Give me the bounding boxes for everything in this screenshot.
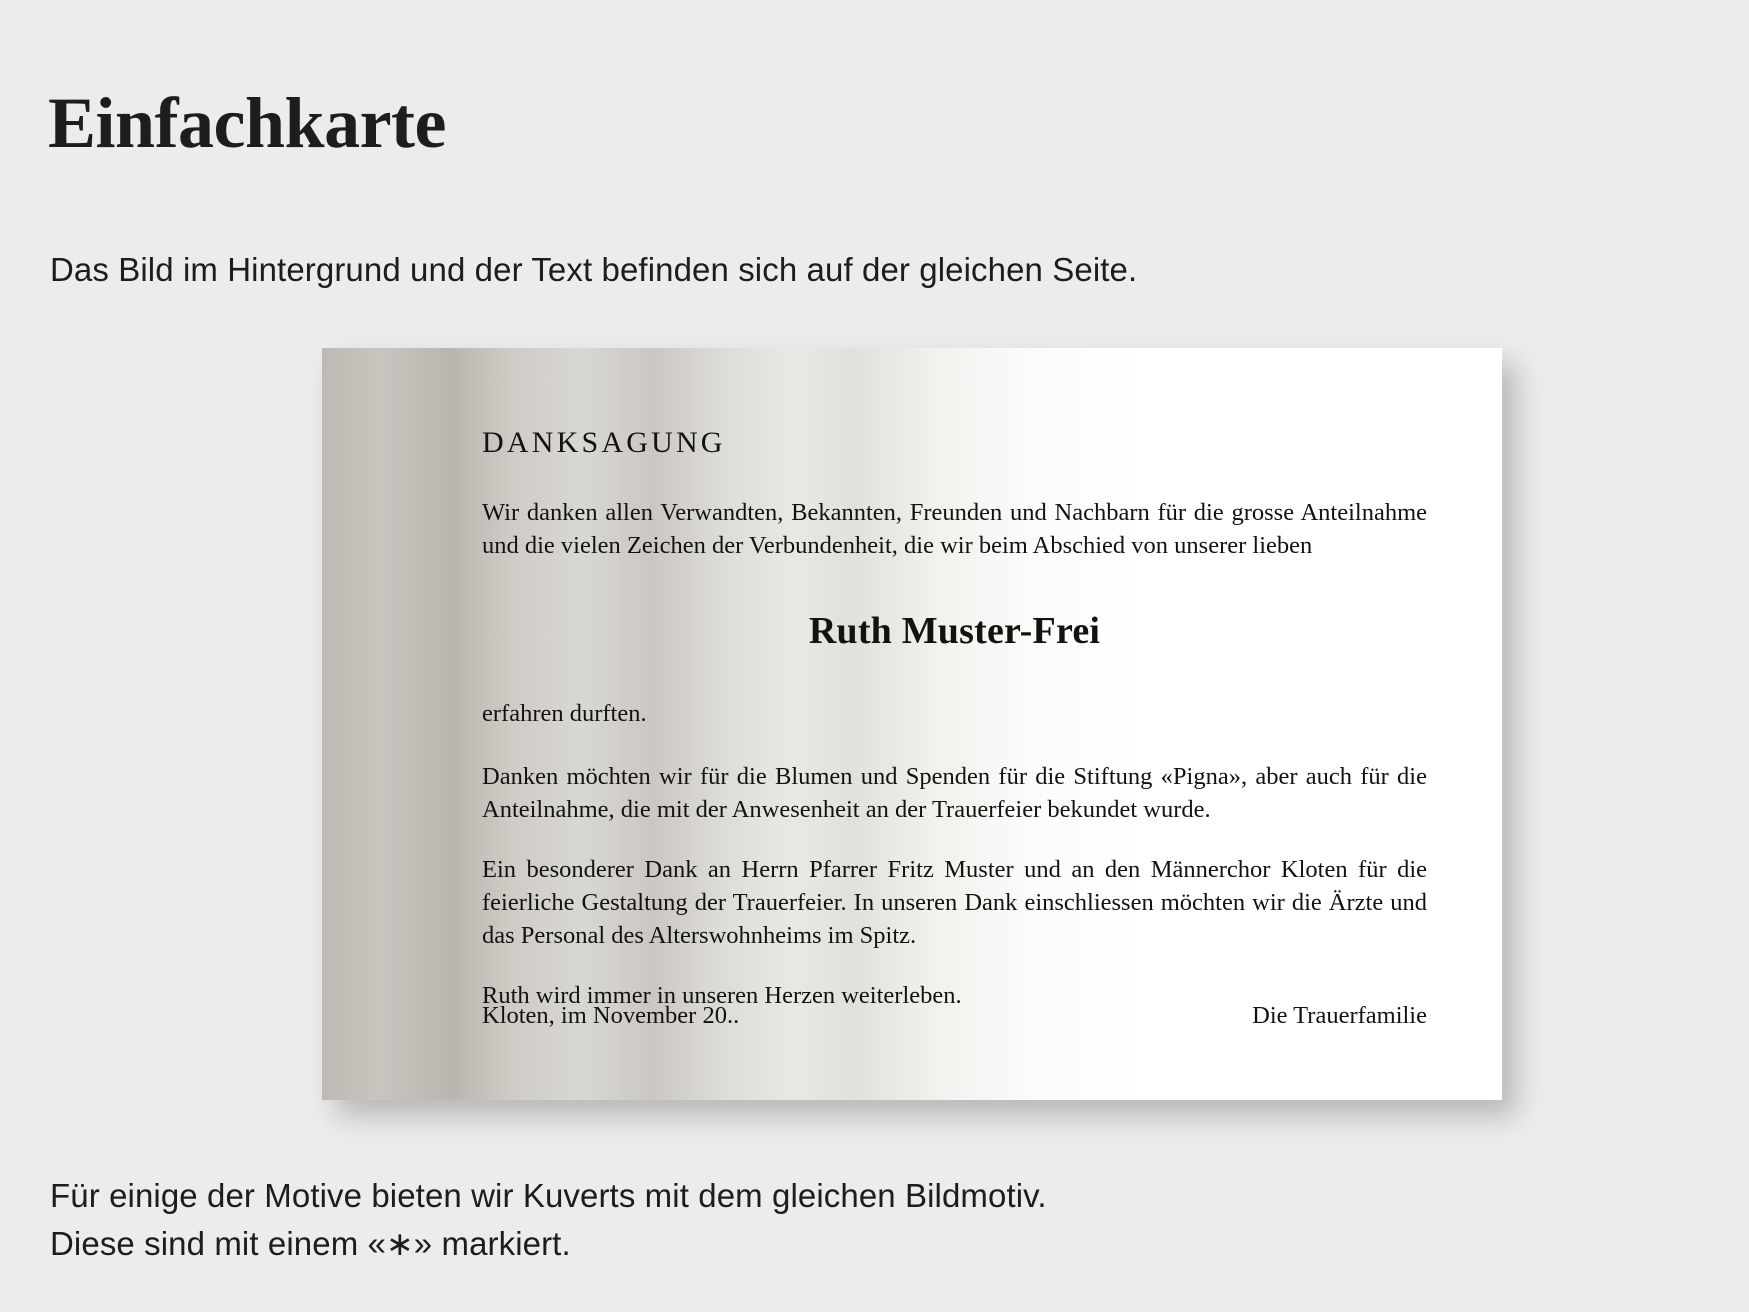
- page-footnote-line-2: Diese sind mit einem «∗» markiert.: [50, 1224, 571, 1262]
- card-paragraph-thanks-special: Ein besonderer Dank an Herrn Pfarrer Fritz Muster und an den Männerchor Kloten für die feierliche Gestaltung der Trauerfeier. In unseren Dank einschliessen möchten wir die Ärzte und das Personal des Alterswohnheims im Spitz.: [482, 855, 1427, 950]
- card-paragraph-continuation: erfahren durften.: [482, 699, 647, 727]
- page-footnote-line-1: Für einige der Motive bieten wir Kuverts mit dem gleichen Bildmotiv.: [50, 1177, 1047, 1214]
- card-heading: DANKSAGUNG: [482, 426, 726, 459]
- card-footer: [482, 1002, 1427, 1030]
- card-paragraph-intro: Wir danken allen Verwandten, Bekannten, Freunden und Nachbarn für die grosse Anteilnahme und die vielen Zeichen der Verbundenheit, die wir beim Abschied von unserer lieben: [482, 499, 1427, 560]
- page-footnote: [50, 1172, 1047, 1267]
- card-deceased-name: Ruth Muster-Frei: [808, 609, 1101, 652]
- card-preview: [322, 348, 1502, 1100]
- card-paragraph-closing: Ruth wird immer in unseren Herzen weiterleben.: [482, 981, 962, 1009]
- card-paragraph-thanks-flowers: Danken möchten wir für die Blumen und Spenden für die Stiftung «Pigna», aber auch für die Anteilnahme, die mit der Anwesenheit an der Trauerfeier bekundet wurde.: [482, 762, 1427, 824]
- card-footer-place-date: Kloten, im November 20..: [482, 1002, 740, 1029]
- page-title: Einfachkarte: [48, 83, 446, 164]
- card-footer-signature: Die Trauerfamilie: [1252, 1002, 1427, 1029]
- condolence-card: [322, 348, 1502, 1100]
- page-subtitle: Das Bild im Hintergrund und der Text befinden sich auf der gleichen Seite.: [50, 251, 1138, 288]
- card-text-block: [482, 426, 1427, 1030]
